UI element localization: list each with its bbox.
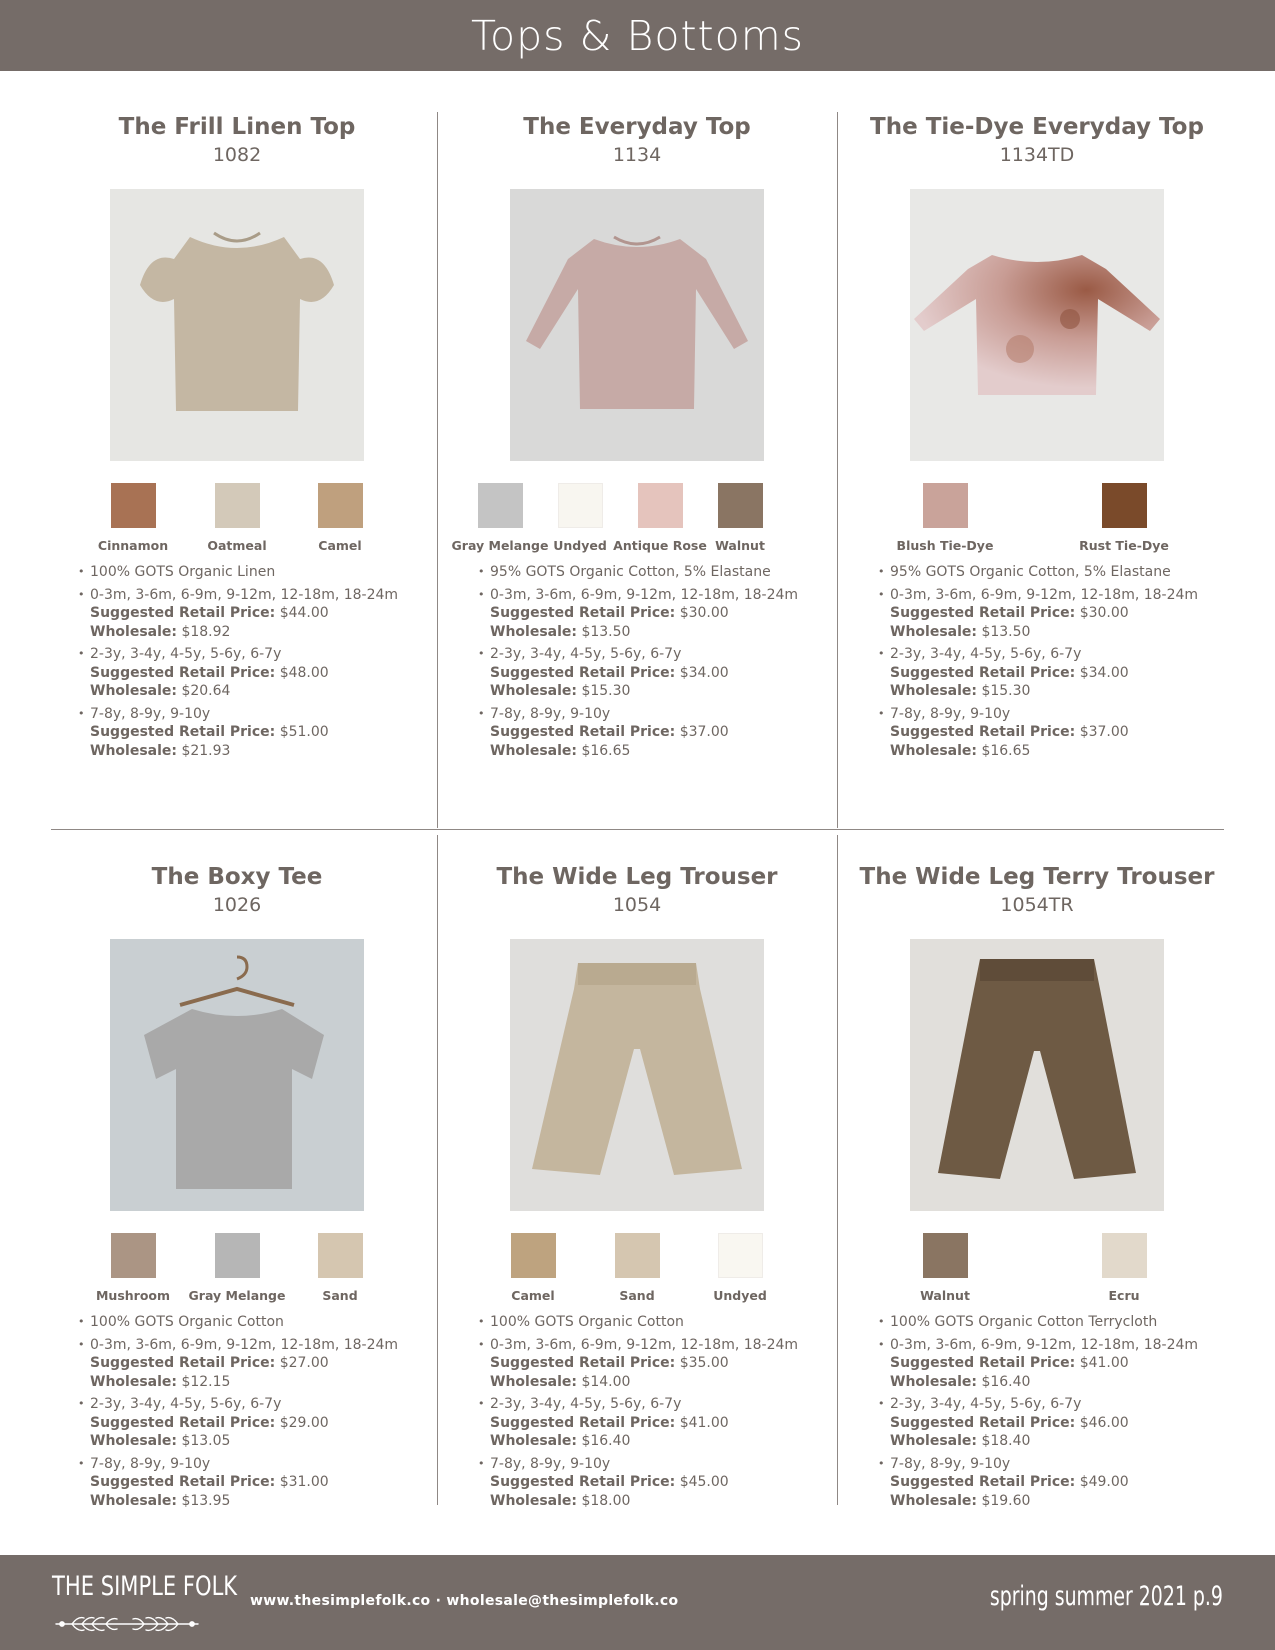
product-style-number: 1026: [212, 894, 262, 916]
product-name: The Everyday Top: [523, 114, 751, 140]
wholesale-price: Wholesale: $19.60: [890, 1492, 1031, 1509]
wholesale-price: Wholesale: $18.40: [890, 1433, 1031, 1449]
frill-linen-top-photo: [110, 189, 364, 461]
row-divider: [51, 829, 1224, 830]
size-range: • 2-3y, 3-4y, 4-5y, 5-6y, 6-7y: [490, 1396, 682, 1412]
product-style-number: 1134TD: [999, 144, 1075, 166]
color-name: Cinnamon: [97, 538, 169, 553]
wholesale-price: Wholesale: $13.50: [890, 623, 1031, 640]
size-price-group: [878, 586, 1199, 642]
retail-price: Suggested Retail Price: $37.00: [490, 724, 729, 740]
size-price-group: [78, 1455, 396, 1511]
color-name: Oatmeal: [207, 538, 267, 553]
color-swatches: [42, 483, 432, 557]
footer-bar: [0, 1555, 1275, 1650]
product-style-number: 1082: [212, 144, 262, 166]
wholesale-price: Wholesale: $18.92: [90, 623, 231, 640]
retail-price: Suggested Retail Price: $45.00: [490, 1474, 729, 1490]
size-price-group: [478, 1336, 799, 1392]
size-range: • 7-8y, 8-9y, 9-10y: [490, 705, 611, 722]
column-divider-2: [837, 112, 838, 828]
product-specs: [878, 1313, 1199, 1514]
wholesale-price: Wholesale: $15.30: [890, 683, 1031, 699]
color-swatches: [442, 483, 832, 557]
color-swatch: [215, 483, 260, 528]
wholesale-price: Wholesale: $13.05: [90, 1433, 231, 1449]
size-range: • 2-3y, 3-4y, 4-5y, 5-6y, 6-7y: [890, 1396, 1082, 1412]
size-price-group: [78, 586, 399, 642]
color-swatch: [615, 1233, 660, 1278]
retail-price: Suggested Retail Price: $41.00: [890, 1355, 1129, 1371]
size-range: • 2-3y, 3-4y, 4-5y, 5-6y, 6-7y: [890, 646, 1082, 662]
wide-leg-terry-trouser-photo: [910, 939, 1164, 1211]
product-specs: [478, 1313, 799, 1514]
product-name: The Wide Leg Trouser: [496, 864, 778, 890]
size-price-group: [78, 1395, 396, 1451]
wholesale-price: Wholesale: $16.65: [890, 742, 1031, 759]
product-card: [42, 112, 432, 812]
fabric-content: • 95% GOTS Organic Cotton, 5% Elastane: [478, 563, 796, 582]
color-name: Undyed: [713, 1288, 767, 1303]
product-card: [42, 862, 432, 1562]
product-card: [442, 862, 832, 1562]
size-price-group: [478, 586, 799, 642]
column-divider-1: [437, 112, 438, 828]
retail-price: Suggested Retail Price: $49.00: [890, 1474, 1129, 1490]
fabric-content: • 100% GOTS Organic Cotton: [478, 1313, 796, 1332]
color-name: Undyed: [553, 538, 607, 553]
everyday-top-photo: [510, 189, 764, 461]
boxy-tee-photo: [110, 939, 364, 1211]
color-swatch: [215, 1233, 260, 1278]
fabric-content: • 100% GOTS Organic Cotton Terrycloth: [878, 1313, 1196, 1332]
color-swatch: [638, 483, 683, 528]
color-swatch: [511, 1233, 556, 1278]
product-specs: [478, 563, 799, 764]
color-name: Sand: [322, 1288, 358, 1303]
product-card: [842, 862, 1232, 1562]
retail-price: Suggested Retail Price: $31.00: [90, 1474, 329, 1490]
wholesale-price: Wholesale: $16.40: [490, 1433, 631, 1449]
size-range: • 2-3y, 3-4y, 4-5y, 5-6y, 6-7y: [90, 1396, 282, 1412]
size-range: • 7-8y, 8-9y, 9-10y: [490, 1455, 611, 1472]
color-name: Blush Tie-Dye: [896, 538, 994, 553]
color-swatches: [442, 1233, 832, 1307]
color-name: Gray Melange: [451, 538, 549, 553]
size-price-group: [478, 1395, 796, 1451]
size-price-group: [78, 705, 396, 761]
retail-price: Suggested Retail Price: $35.00: [490, 1355, 729, 1371]
color-name: Camel: [511, 1288, 555, 1303]
product-specs: [78, 1313, 399, 1514]
product-name: The Tie-Dye Everyday Top: [870, 114, 1204, 140]
retail-price: Suggested Retail Price: $34.00: [890, 664, 1129, 681]
color-swatch: [1102, 483, 1147, 528]
color-swatch: [923, 483, 968, 528]
size-range: • 0-3m, 3-6m, 6-9m, 9-12m, 12-18m, 18-24m: [890, 586, 1199, 603]
brand-logo: THE SIMPLE FOLK: [52, 1571, 238, 1602]
retail-price: Suggested Retail Price: $46.00: [890, 1414, 1129, 1431]
fabric-content: • 95% GOTS Organic Cotton, 5% Elastane: [878, 563, 1196, 582]
color-swatch: [478, 483, 523, 528]
size-price-group: [478, 1455, 796, 1511]
fabric-content: • 100% GOTS Organic Cotton: [78, 1313, 396, 1332]
size-range: • 2-3y, 3-4y, 4-5y, 5-6y, 6-7y: [490, 646, 682, 662]
product-specs: [78, 563, 399, 764]
product-card: [842, 112, 1232, 812]
color-swatches: [42, 1233, 432, 1307]
product-name: The Wide Leg Terry Trouser: [859, 864, 1215, 890]
product-name: The Frill Linen Top: [118, 114, 356, 140]
tie-dye-everyday-top-photo: [910, 189, 1164, 461]
size-range: • 0-3m, 3-6m, 6-9m, 9-12m, 12-18m, 18-24m: [490, 1336, 799, 1353]
size-range: • 0-3m, 3-6m, 6-9m, 9-12m, 12-18m, 18-24m: [90, 1336, 399, 1353]
wholesale-price: Wholesale: $14.00: [490, 1373, 631, 1390]
color-swatch: [718, 1233, 763, 1278]
product-card: [442, 112, 832, 812]
size-price-group: [878, 1455, 1196, 1511]
color-name: Ecru: [1108, 1288, 1140, 1303]
season-page-number: spring summer 2021 p.9: [989, 1581, 1223, 1612]
retail-price: Suggested Retail Price: $29.00: [90, 1414, 329, 1431]
color-swatch: [558, 483, 603, 528]
retail-price: Suggested Retail Price: $44.00: [90, 605, 329, 621]
wholesale-price: Wholesale: $13.50: [490, 623, 631, 640]
size-price-group: [78, 1336, 399, 1392]
size-price-group: [478, 705, 796, 761]
fabric-content: • 100% GOTS Organic Linen: [78, 563, 396, 582]
color-name: Sand: [619, 1288, 655, 1303]
color-swatch: [1102, 1233, 1147, 1278]
product-style-number: 1054: [612, 894, 662, 916]
retail-price: Suggested Retail Price: $41.00: [490, 1414, 729, 1431]
page-title: Tops & Bottoms: [470, 11, 805, 60]
retail-price: Suggested Retail Price: $37.00: [890, 724, 1129, 740]
wholesale-price: Wholesale: $20.64: [90, 683, 231, 699]
color-swatches: [842, 1233, 1232, 1307]
color-swatch: [111, 1233, 156, 1278]
wholesale-price: Wholesale: $12.15: [90, 1373, 231, 1390]
color-name: Walnut: [920, 1288, 970, 1303]
contact-line: www.thesimplefolk.co · wholesale@thesimplefolk.co: [250, 1593, 679, 1609]
wholesale-price: Wholesale: $15.30: [490, 683, 631, 699]
wholesale-price: Wholesale: $16.40: [890, 1373, 1031, 1390]
color-name: Mushroom: [95, 1288, 171, 1303]
size-price-group: [878, 1336, 1199, 1392]
header-bar: [0, 0, 1275, 71]
color-swatch: [718, 483, 763, 528]
wholesale-price: Wholesale: $21.93: [90, 742, 231, 759]
color-name: Camel: [318, 538, 362, 553]
size-range: • 7-8y, 8-9y, 9-10y: [890, 1455, 1011, 1472]
color-swatches: [842, 483, 1232, 557]
retail-price: Suggested Retail Price: $27.00: [90, 1355, 329, 1371]
product-style-number: 1054TR: [1000, 894, 1074, 916]
size-range: • 7-8y, 8-9y, 9-10y: [890, 705, 1011, 722]
retail-price: Suggested Retail Price: $51.00: [90, 724, 329, 740]
color-name: Rust Tie-Dye: [1079, 538, 1169, 553]
column-divider-4: [837, 835, 838, 1505]
column-divider-3: [437, 835, 438, 1505]
wholesale-price: Wholesale: $18.00: [490, 1492, 631, 1509]
color-swatch: [111, 483, 156, 528]
product-style-number: 1134: [612, 144, 662, 166]
size-range: • 7-8y, 8-9y, 9-10y: [90, 705, 211, 722]
size-price-group: [878, 1395, 1196, 1451]
size-range: • 7-8y, 8-9y, 9-10y: [90, 1455, 211, 1472]
retail-price: Suggested Retail Price: $30.00: [890, 605, 1129, 621]
size-price-group: [78, 645, 396, 701]
color-name: Walnut: [715, 538, 765, 553]
size-range: • 0-3m, 3-6m, 6-9m, 9-12m, 12-18m, 18-24m: [90, 586, 399, 603]
size-range: • 2-3y, 3-4y, 4-5y, 5-6y, 6-7y: [90, 646, 282, 662]
size-range: • 0-3m, 3-6m, 6-9m, 9-12m, 12-18m, 18-24m: [490, 586, 799, 603]
retail-price: Suggested Retail Price: $34.00: [490, 664, 729, 681]
color-swatch: [318, 1233, 363, 1278]
size-price-group: [478, 645, 796, 701]
wholesale-price: Wholesale: $16.65: [490, 742, 631, 759]
size-price-group: [878, 645, 1196, 701]
color-swatch: [923, 1233, 968, 1278]
wholesale-price: Wholesale: $13.95: [90, 1492, 231, 1509]
product-specs: [878, 563, 1199, 764]
retail-price: Suggested Retail Price: $48.00: [90, 664, 329, 681]
retail-price: Suggested Retail Price: $30.00: [490, 605, 729, 621]
wide-leg-trouser-photo: [510, 939, 764, 1211]
color-name: Gray Melange: [188, 1288, 286, 1303]
product-name: The Boxy Tee: [151, 864, 323, 890]
color-swatch: [318, 483, 363, 528]
color-name: Antique Rose: [613, 538, 707, 553]
sprig-icon: [52, 1611, 202, 1637]
size-range: • 0-3m, 3-6m, 6-9m, 9-12m, 12-18m, 18-24m: [890, 1336, 1199, 1353]
size-price-group: [878, 705, 1196, 761]
